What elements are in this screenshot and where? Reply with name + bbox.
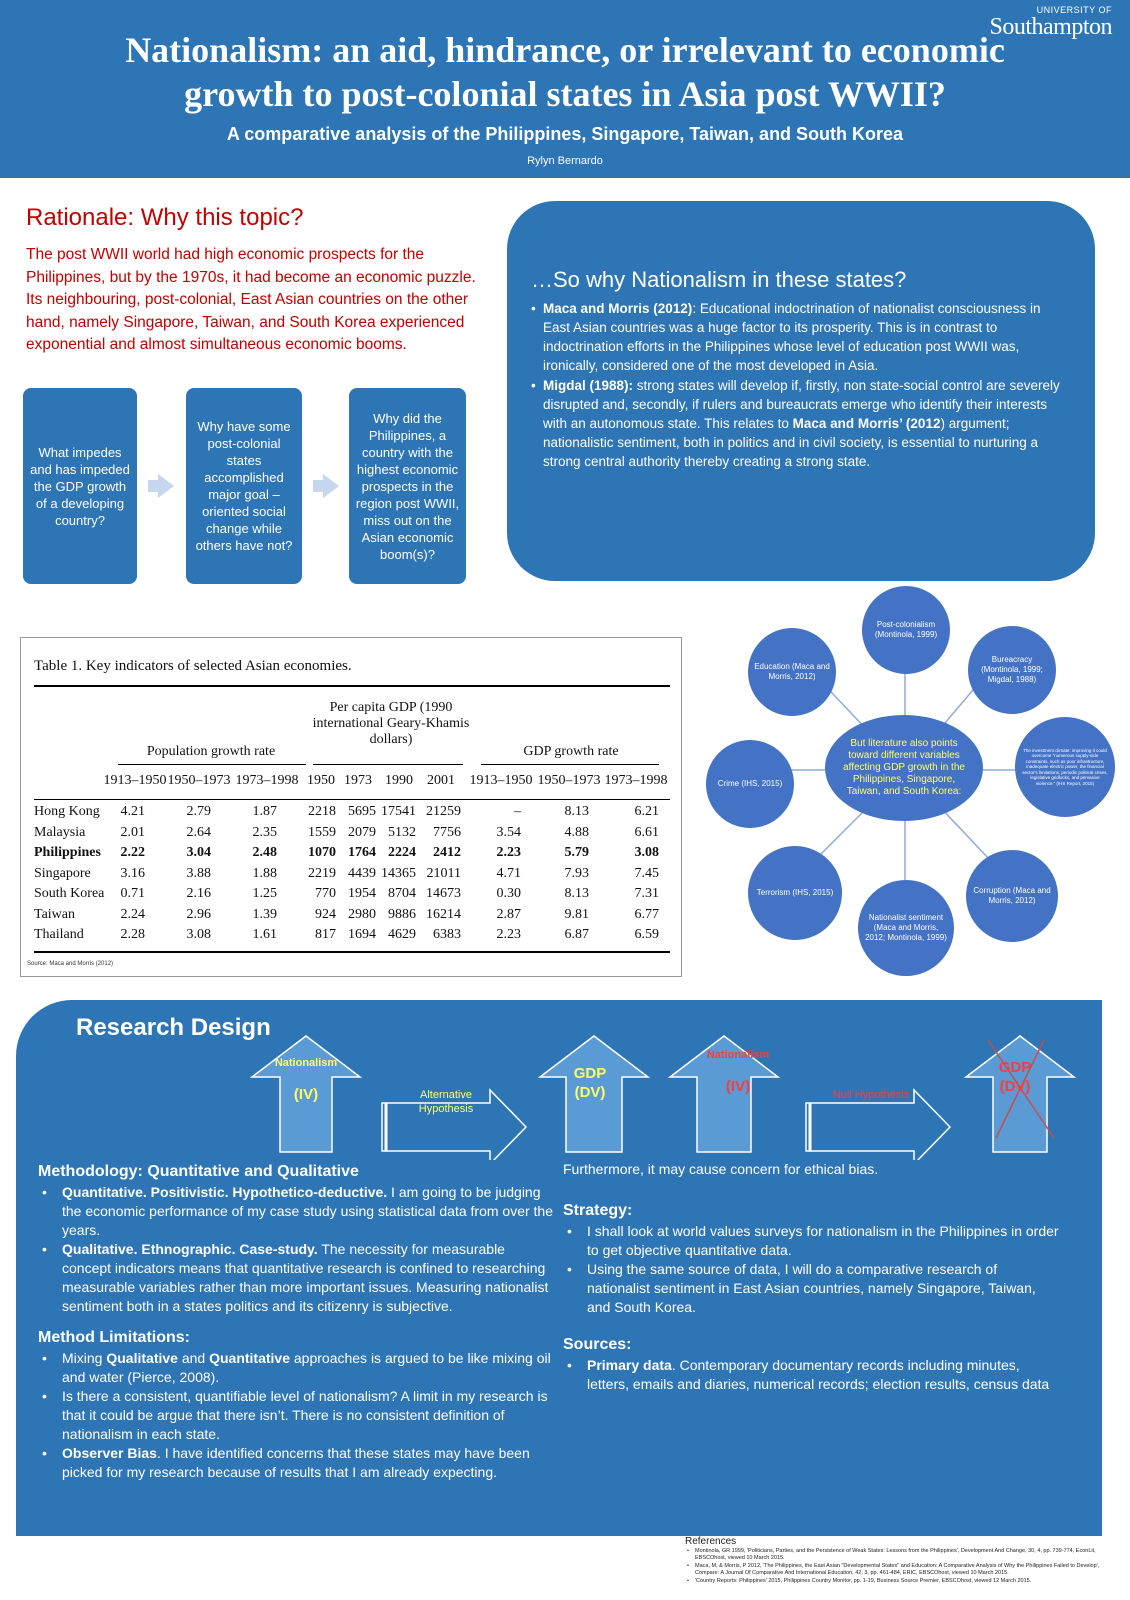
rationale-title: Rationale: Why this topic?	[26, 204, 304, 231]
table-cell: 0.30	[496, 886, 521, 901]
methodology-title: Methodology: Quantitative and Qualitative	[38, 1163, 359, 1180]
group-rule	[313, 764, 463, 765]
table-cell: 2.23	[496, 845, 521, 860]
bubble-corruption: Corruption (Maca and Morris, 2012)	[966, 850, 1058, 942]
table-cell: 2.23	[496, 927, 521, 942]
bubble-crime: Crime (IHS, 2015)	[706, 740, 794, 828]
limitation-item	[38, 1349, 554, 1387]
table-cell: 2.24	[120, 906, 145, 922]
table-cell: 21259	[426, 804, 461, 819]
limitations-title: Method Limitations:	[38, 1329, 190, 1346]
dv2-label: GDP (DV)	[998, 1059, 1032, 1095]
iv2-sub-label: (IV)	[725, 1078, 751, 1095]
table-cell: 1.88	[252, 865, 277, 881]
table-cell: 1954	[348, 886, 376, 901]
bubble-post-colonialism: Post-colonialism (Montinola, 1999)	[862, 586, 950, 674]
column-header: 1913–1950	[469, 773, 533, 788]
point-text: strong states will develop if, firstly, non state-social control are severely disrupted and, secondly, if rulers and bureaucrats emerge who identify their interests with an autonomous state. This relates to	[543, 378, 1060, 431]
table-cell: 4.88	[564, 824, 589, 840]
citation-maca-morris: Maca and Morris’ (2012	[792, 416, 941, 431]
reference-item: • Maca, M, & Morris, P 2012, 'The Philippines, the East Asian "Developmental States" and Education: A Comparative Analysis of Why the Philippines Failed to Develop', Compare: A Journal Of Comparative And International Education, 42, 3, pp. 461-484, ERIC, EBSCOhost, viewed 10 March 2015.	[685, 1563, 1115, 1578]
bubble-terrorism: Terrorism (IHS, 2015)	[748, 846, 842, 940]
group-header-population: Population growth rate	[146, 744, 276, 759]
bubble-education: Education (Maca and Morris, 2012)	[748, 628, 836, 716]
table-cell: 2.87	[496, 906, 521, 922]
table-cell: 7.31	[634, 886, 659, 901]
table-cell: 1.61	[252, 927, 277, 942]
point-text: : Educational indoctrination of nationalist consciousness in East Asian countries was a huge factor to its prosperity. This is in contrast to indoctrination efforts in the Philippines whose level of education post WWII was, ironically, considered one of the most developed in Asia.	[543, 301, 1041, 373]
table-cell: 14365	[381, 865, 416, 881]
table-cell: 0.71	[120, 886, 145, 901]
table-cell: 3.08	[634, 845, 659, 860]
item-text: The necessity for measurable concept indicators means that quantitative research is confined to researching measurable variables rather than more important issues. Measuring nationalist sentiment both in a states politics and its citizenry is subjective.	[62, 1241, 549, 1314]
item-text: approaches is argued to be like mixing oil and water (Pierce, 2008).	[62, 1350, 551, 1385]
table-cell: 1.87	[252, 804, 277, 819]
table-cell: 9886	[388, 906, 416, 922]
table-cell: 8704	[388, 886, 416, 901]
question-box-2: Why have some post-colonial states accomplished major goal – oriented social change while others have not?	[186, 388, 302, 584]
table-row-label: Taiwan	[34, 906, 76, 922]
table-cell: 3.08	[186, 927, 211, 942]
table-cell: 21011	[426, 865, 461, 881]
table-cell: 4.71	[496, 865, 521, 881]
logo-large-text: Southampton	[989, 14, 1112, 40]
table-cell: 2.22	[120, 845, 145, 860]
table-caption: Table 1. Key indicators of selected Asian economies.	[34, 658, 352, 674]
bubble-bureaucracy: Bureacracy (Montinola, 1999; Migdal, 1988)	[968, 626, 1056, 714]
table-cell: 2.96	[186, 906, 211, 922]
table-cell: 1070	[308, 845, 336, 860]
table-cell: 770	[315, 886, 336, 901]
table-cell: 7.93	[564, 865, 589, 881]
dv1-label: GDP (DV)	[573, 1065, 607, 1101]
research-design-title: Research Design	[76, 1014, 271, 1041]
table-cell: 5132	[388, 824, 416, 840]
item-heading: Quantitative. Positivistic. Hypothetico-deductive.	[62, 1184, 388, 1200]
table-cell: 3.04	[186, 845, 211, 860]
alternative-hypothesis-label: Alternative Hypothesis	[418, 1089, 474, 1115]
strategy-title: Strategy:	[563, 1202, 633, 1219]
column-header: 1973	[344, 773, 372, 788]
table-cell: 2.28	[120, 927, 145, 942]
item-text: . I have identified concerns that these states may have been picked for my research because of results that I am already expecting.	[62, 1445, 530, 1480]
item-text: . Contemporary documentary records including minutes, letters, emails and diaries, numerical records; election results, census data	[587, 1357, 1050, 1392]
table-rule	[34, 951, 670, 953]
methodology-section	[38, 1162, 554, 1482]
item-heading: Quantitative	[209, 1350, 290, 1366]
methodology-item	[38, 1240, 554, 1316]
column-header: 1913–1950	[103, 773, 167, 788]
table-cell: 924	[315, 906, 336, 922]
table-cell: 6.87	[564, 927, 589, 942]
limitation-item: • Is there a consistent, quantifiable level of nationalism? A limit in my research is that it could be argue that there isn’t. There is no consistent definition of nationalism in each state.	[38, 1387, 554, 1444]
table-cell: 5.79	[564, 845, 589, 860]
strategy-section	[563, 1160, 1063, 1394]
table-cell: 3.54	[496, 824, 521, 840]
column-header: 1950	[307, 773, 335, 788]
sources-title: Sources:	[563, 1336, 632, 1353]
table-cell: 2980	[348, 906, 376, 922]
table-row-label: Thailand	[34, 927, 84, 942]
table-cell: 6.61	[634, 824, 659, 840]
table-rule	[34, 685, 670, 687]
column-header: 1973–1998	[235, 773, 299, 788]
column-header: 1973–1998	[604, 773, 668, 788]
strategy-list	[563, 1222, 1063, 1317]
furthermore-text: Furthermore, it may cause concern for ethical bias.	[563, 1161, 879, 1177]
table-cell: –	[514, 804, 521, 819]
table-row-label: Philippines	[34, 845, 101, 860]
table-cell: 2079	[348, 824, 376, 840]
table-cell: 2.79	[186, 804, 211, 819]
citation-maca-morris: Maca and Morris (2012)	[543, 301, 693, 316]
table-cell: 817	[315, 927, 336, 942]
group-header-gdp-per-capita	[306, 700, 476, 748]
table-cell: 4629	[388, 927, 416, 942]
group-rule	[118, 764, 306, 765]
strategy-item: • Using the same source of data, I will do a comparative research of nationalist sentiment in East Asian countries, namely Singapore, Taiwan, and South Korea.	[563, 1260, 1063, 1317]
rationale-text: The post WWII world had high economic prospects for the Philippines, but by the 1970s, it had become an economic puzzle. Its neighbouring, post-colonial, East Asian countries on the other hand, namely Singapore, Taiwan, and South Korea experienced exponential and almost simultaneous economic booms.	[26, 246, 476, 353]
table-cell: 2412	[433, 845, 461, 860]
bubble-investment-climate: The investment climate: improving it could overcome "numerous supply-side constraints, such as poor infrastructure, inadequate electric power, the financial sector's limitations, periodic political crises, legislative gridlocks, and pervasive violence." (IHS Report, 2015)	[1015, 717, 1115, 817]
table-cell: 4.21	[120, 804, 145, 819]
group-rule	[481, 764, 659, 765]
table-cell: 14673	[426, 886, 461, 901]
title-line-1: Nationalism: an aid, hindrance, or irrelevant to economic	[125, 30, 1005, 70]
table-cell: 2.01	[120, 824, 145, 840]
so-why-point-1	[531, 299, 1069, 375]
column-header: 1950–1973	[167, 773, 231, 788]
table-cell: 6.21	[634, 804, 659, 819]
item-heading: Qualitative	[106, 1350, 178, 1366]
table-cell: 6.59	[634, 927, 659, 942]
table-cell: 6.77	[634, 906, 659, 922]
item-heading: Primary data	[587, 1357, 672, 1373]
table-cell: 3.88	[186, 865, 211, 881]
strategy-item: • I shall look at world values surveys for nationalism in the Philippines in order to get objective quantitative data.	[563, 1222, 1063, 1260]
author-name: Rylyn Bernardo	[527, 155, 603, 167]
table-cell: 2.35	[252, 824, 277, 840]
item-text: I am going to be judging the economic performance of my case study using statistical data from over the years.	[62, 1184, 554, 1238]
table-cell: 1.39	[252, 906, 277, 922]
item-heading: Qualitative. Ethnographic. Case-study.	[62, 1241, 318, 1257]
table-cell: 7.45	[634, 865, 659, 881]
group-header-gdp-growth: GDP growth rate	[523, 744, 619, 759]
references-section	[685, 1538, 1115, 1585]
table-cell: 1764	[348, 845, 376, 860]
table-cell: 2218	[308, 804, 336, 819]
column-header: 1950–1973	[537, 773, 601, 788]
table-cell: 2.64	[186, 824, 211, 840]
sources-list	[563, 1356, 1063, 1394]
null-hypothesis-label: Null Hypothesis	[832, 1089, 910, 1101]
table-cell: 1559	[308, 824, 336, 840]
table-row-label: Hong Kong	[34, 804, 100, 819]
so-why-title: …So why Nationalism in these states?	[531, 267, 907, 292]
table-cell: 2219	[308, 865, 336, 881]
group-header-line: international Geary-Khamis	[312, 716, 470, 731]
logo-small-text: UNIVERSITY OF	[1036, 5, 1112, 15]
table-row-label: Malaysia	[34, 824, 86, 840]
table-cell: 16214	[426, 906, 461, 922]
table-cell: 2.16	[186, 886, 211, 901]
table-rule	[34, 799, 670, 800]
table-cell: 5695	[348, 804, 376, 819]
table-cell: 9.81	[564, 906, 589, 922]
poster-title	[10, 28, 1120, 116]
citation-migdal: Migdal (1988):	[543, 378, 634, 393]
reference-item: • Montinola, GR 1999, 'Politicians, Parties, and the Persistence of Weak States: Lessons from the Philippines', Development And Change, 30, 4, pp. 739-774, EconLit, EBSCOhost, viewed 10 March 2015.	[685, 1548, 1115, 1563]
poster-header	[0, 0, 1130, 178]
arrow-right-icon	[313, 474, 339, 498]
item-text: and	[177, 1350, 210, 1366]
column-header: 2001	[427, 773, 455, 788]
iv2-label: Nationalism	[706, 1049, 770, 1061]
reference-item: • 'Country Reports: Philippines' 2015, Philippines Country Monitor, pp. 1-19, Business Source Premier, EBSCOhost, viewed 12 March 2015.	[685, 1578, 1115, 1586]
table-cell: 1.25	[252, 886, 277, 901]
indicators-table	[20, 637, 682, 977]
table-cell: 7756	[433, 824, 461, 840]
so-why-panel	[507, 201, 1095, 581]
poster-subtitle: A comparative analysis of the Philippines, Singapore, Taiwan, and South Korea	[226, 124, 904, 144]
source-item	[563, 1356, 1063, 1394]
so-why-point-2	[531, 376, 1069, 471]
table-source: Source: Maca and Morris (2012)	[27, 961, 114, 967]
methodology-list	[38, 1183, 554, 1316]
question-box-3: Why did the Philippines, a country with the highest economic prospects in the region post WWII, miss out on the Asian economic boom(s)?	[349, 388, 466, 584]
table-cell: 6383	[433, 927, 461, 942]
question-box-1: What impedes and has impeded the GDP growth of a developing country?	[23, 388, 137, 584]
title-line-2: growth to post-colonial states in Asia post WWII?	[184, 74, 946, 114]
hypothesis-diagram	[246, 1030, 1096, 1160]
so-why-list	[531, 299, 1069, 471]
table-cell: 1694	[348, 927, 376, 942]
limitation-item	[38, 1444, 554, 1482]
bubble-center: But literature also points toward different variables affecting GDP growth in the Philippines, Singapore, Taiwan, and South Korea:	[825, 715, 983, 821]
iv1-label: Nationalism	[274, 1057, 338, 1069]
methodology-item	[38, 1183, 554, 1240]
table-cell: 17541	[381, 804, 416, 819]
table-cell: 2.48	[252, 845, 277, 860]
point-text: ) argument; nationalistic sentiment, both in politics and in civil society, is essential to nurturing a strong central authority thereby creating a strong state.	[543, 416, 1038, 469]
table-cell: 3.16	[120, 865, 145, 881]
table-row-label: South Korea	[34, 886, 105, 901]
arrow-right-icon	[148, 474, 174, 498]
table-cell: 8.13	[564, 886, 589, 901]
group-header-line: Per capita GDP (1990	[329, 700, 453, 715]
item-heading: Observer Bias	[62, 1445, 157, 1461]
table-cell: 4439	[348, 865, 376, 881]
limitations-list	[38, 1349, 554, 1482]
references-title: References	[685, 1536, 737, 1547]
group-header-line: dollars)	[369, 732, 413, 747]
item-text: Mixing	[62, 1350, 107, 1366]
research-design-panel	[16, 1000, 1102, 1536]
bubble-nationalist-sentiment: Nationalist sentiment (Maca and Morris, 2012; Montinola, 1999)	[858, 880, 954, 976]
iv1-sub-label: (IV)	[293, 1086, 319, 1103]
table-cell: 2224	[388, 845, 416, 860]
table-row-label: Singapore	[34, 865, 91, 881]
table-cell: 8.13	[564, 804, 589, 819]
column-header: 1990	[385, 773, 413, 788]
